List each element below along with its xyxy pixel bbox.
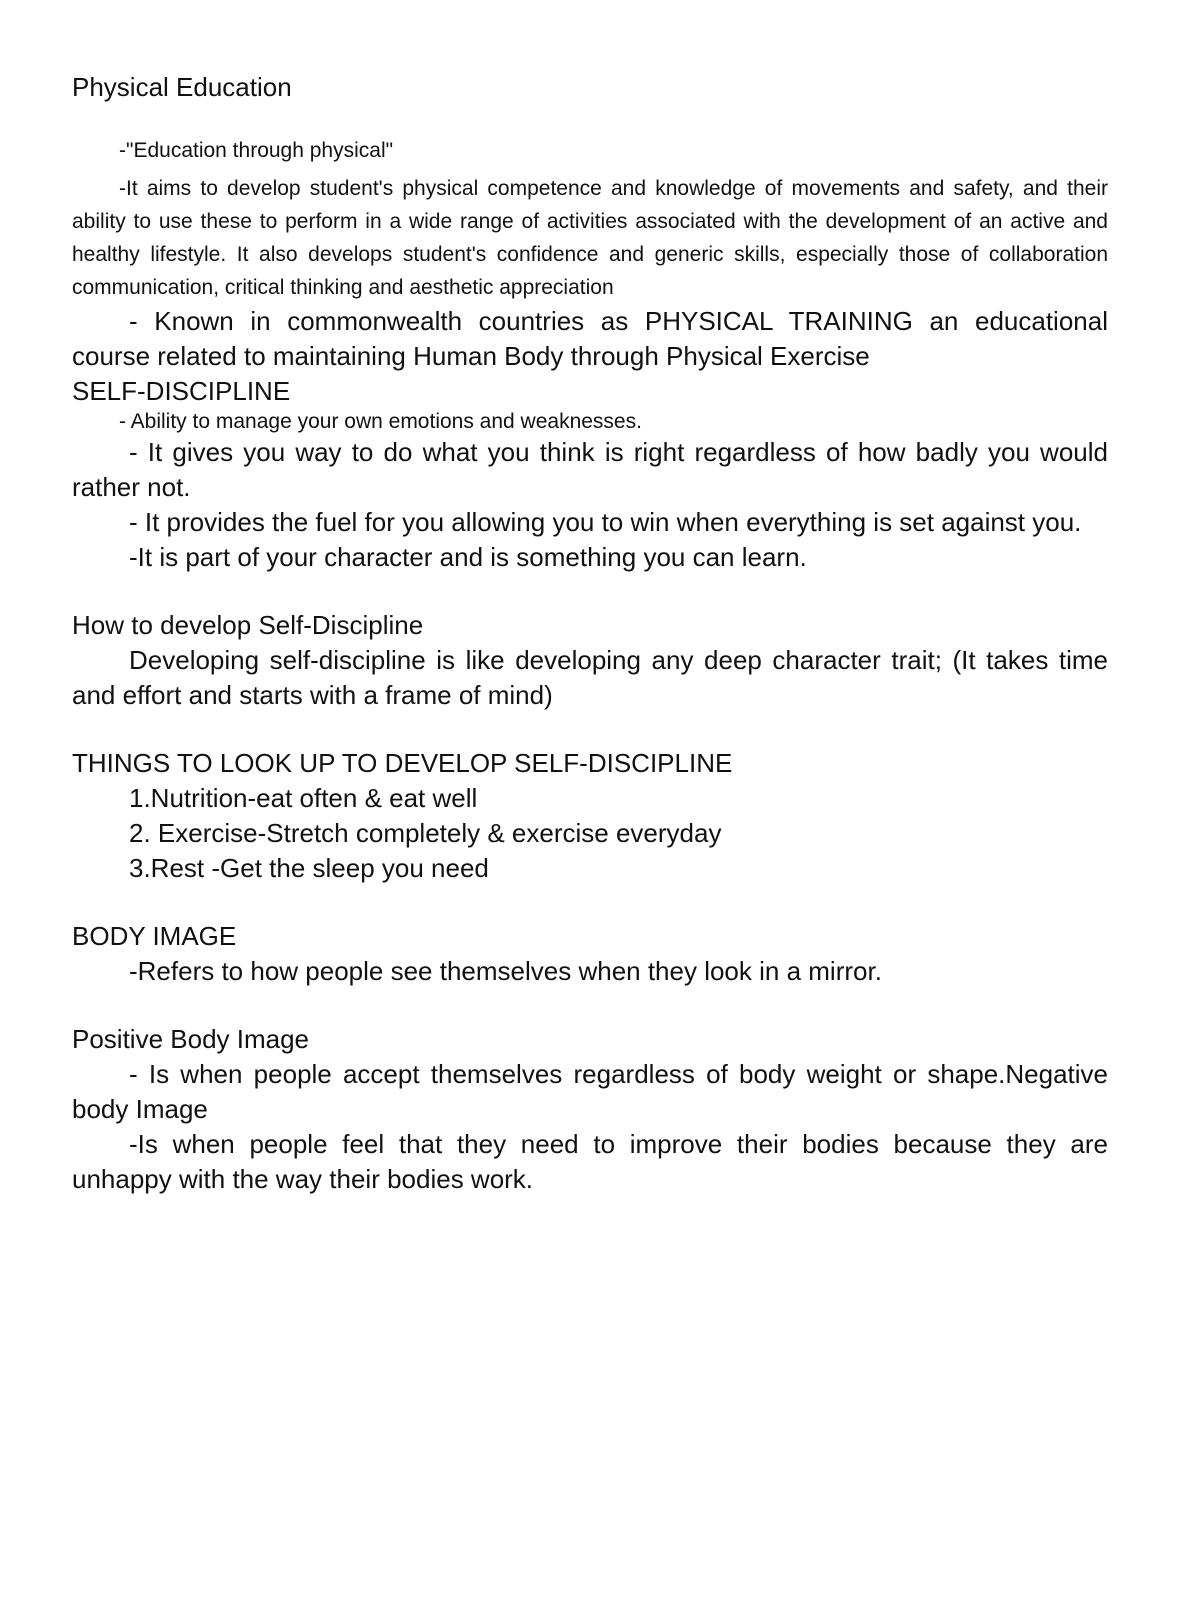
list-item: 3.Rest -Get the sleep you need [129, 853, 489, 883]
spacer [72, 575, 1108, 608]
spacer [72, 164, 1108, 172]
self-discipline-point: - It gives you way to do what you think is right regardless of how badly you would rather not. [72, 437, 1108, 502]
develop-text: Developing self-discipline is like developing any deep character trait; (It takes time and effort and starts with a frame of mind) [72, 645, 1108, 710]
negative-body-image-text: -Is when people feel that they need to improve their bodies because they are unhappy with the way their bodies work. [72, 1129, 1108, 1194]
page-title: Physical Education [72, 72, 292, 102]
spacer [72, 886, 1108, 919]
self-discipline-point: - Ability to manage your own emotions and weaknesses. [119, 410, 642, 433]
section-heading-develop: How to develop Self-Discipline [72, 610, 424, 640]
document-page [72, 70, 1108, 1197]
section-heading-body-image: BODY IMAGE [72, 921, 237, 951]
self-discipline-point: -It is part of your character and is something you can learn. [129, 542, 807, 572]
list-item: 2. Exercise-Stretch completely & exercise everyday [129, 818, 722, 848]
spacer [72, 989, 1108, 1022]
positive-body-image-text: - Is when people accept themselves regardless of body weight or shape.Negative body Image [72, 1059, 1108, 1124]
pe-definition-aims: -It aims to develop student's physical competence and knowledge of movements and safety, and their ability to use these to perform in a wide range of activities associated with the development of an active and healthy lifestyle. It also develops student's confidence and generic skills, especially those of collaboration communication, critical thinking and aesthetic appreciation [72, 177, 1108, 299]
section-heading-positive-body-image: Positive Body Image [72, 1024, 310, 1054]
spacer [72, 713, 1108, 746]
self-discipline-point: - It provides the fuel for you allowing you to win when everything is set against you. [129, 507, 1082, 537]
pe-definition-known: - Known in commonwealth countries as PHYSICAL TRAINING an educational course related to maintaining Human Body through Physical Exercise [72, 306, 1108, 371]
pe-definition-quote: -"Education through physical" [119, 139, 394, 162]
body-image-text: -Refers to how people see themselves when they look in a mirror. [129, 956, 882, 986]
spacer [72, 105, 1108, 138]
section-heading-things: THINGS TO LOOK UP TO DEVELOP SELF-DISCIPLINE [72, 748, 733, 778]
list-item: 1.Nutrition-eat often & eat well [129, 783, 478, 813]
section-heading-self-discipline: SELF-DISCIPLINE [72, 376, 291, 406]
